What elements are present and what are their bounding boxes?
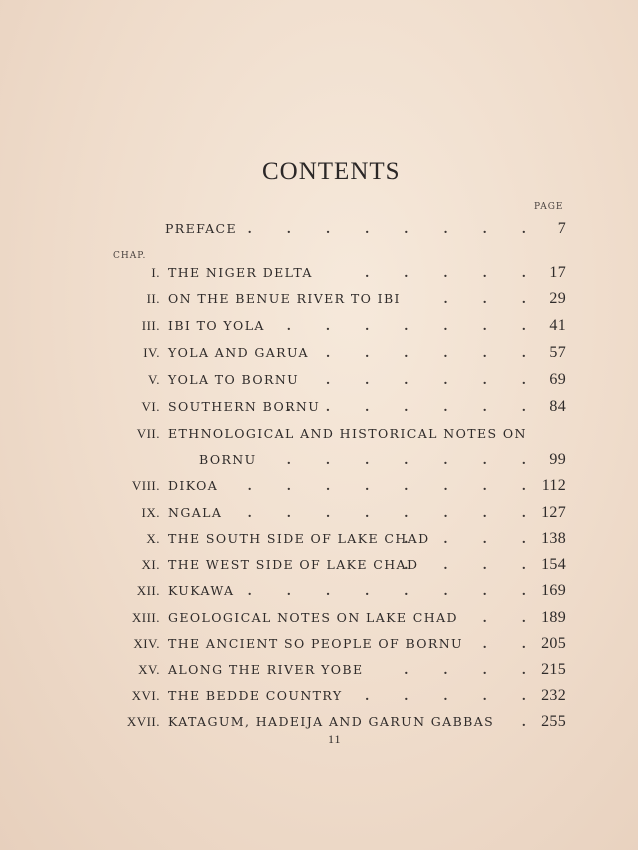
chapter-title: DIKOA xyxy=(168,478,219,493)
chapter-page: 84 xyxy=(549,398,566,415)
toc-entry xyxy=(0,685,638,707)
chapter-page: 189 xyxy=(541,609,566,626)
chapter-number: V. xyxy=(148,372,160,387)
page-column-label: PAGE xyxy=(534,202,564,212)
toc-entry xyxy=(0,711,638,733)
dot-leader: . . . . . . xyxy=(325,372,526,387)
chapter-page: 29 xyxy=(549,290,566,307)
chapter-title: THE ANCIENT SO PEOPLE OF BORNU xyxy=(168,636,463,651)
chapter-page: 99 xyxy=(549,451,566,468)
chapter-number: IX. xyxy=(141,505,160,520)
chapter-title-continued: BORNU xyxy=(199,452,257,467)
toc-entry xyxy=(0,580,638,602)
dot-leader: . . . . xyxy=(404,531,526,546)
dot-leader: . . . . . . . . xyxy=(247,221,526,236)
chapter-page: 127 xyxy=(541,504,566,521)
chapter-number: XIV. xyxy=(133,636,160,651)
chapter-title: ALONG THE RIVER YOBE xyxy=(168,662,364,677)
toc-entry xyxy=(0,607,638,629)
chapter-page: 232 xyxy=(541,687,566,704)
chapter-number: VI. xyxy=(141,399,160,414)
chapter-page: 138 xyxy=(541,530,566,547)
toc-entry xyxy=(0,528,638,550)
toc-entry-continuation xyxy=(0,449,638,471)
dot-leader: . . . . xyxy=(404,662,526,677)
chapter-title: THE BEDDE COUNTRY xyxy=(168,688,343,703)
dot-leader: . . . . . xyxy=(364,265,526,280)
toc-entry-page: 7 xyxy=(557,220,566,237)
chapter-number: III. xyxy=(141,318,160,333)
page-number: 11 xyxy=(328,732,342,746)
toc-entry xyxy=(0,633,638,655)
chapter-page: 215 xyxy=(541,661,566,678)
dot-leader: . . xyxy=(482,636,526,651)
toc-entry xyxy=(0,554,638,576)
chapter-number: II. xyxy=(146,291,160,306)
toc-entry xyxy=(0,396,638,418)
toc-entry xyxy=(0,315,638,337)
dot-leader: . . . . . . xyxy=(325,345,526,360)
chapter-page: 154 xyxy=(541,556,566,573)
chapter-title: THE WEST SIDE OF LAKE CHAD xyxy=(168,557,419,572)
chapter-title: THE SOUTH SIDE OF LAKE CHAD xyxy=(168,531,430,546)
dot-leader: . . . . . xyxy=(364,688,526,703)
chapter-column-label: CHAP. xyxy=(113,251,147,261)
dot-leader: . . . . . . . xyxy=(286,318,526,333)
chapter-number: I. xyxy=(151,265,160,280)
chapter-number: XVI. xyxy=(131,688,160,703)
chapter-title: KATAGUM, HADEIJA AND GARUN GABBAS xyxy=(168,714,495,729)
chapter-number: XV. xyxy=(138,662,160,677)
chapter-title: THE NIGER DELTA xyxy=(168,265,313,280)
chapter-page: 255 xyxy=(541,713,566,730)
chapter-number: XIII. xyxy=(131,610,160,625)
dot-leader: . . . . . . . xyxy=(286,452,526,467)
toc-entry xyxy=(0,262,638,284)
chapter-title: GEOLOGICAL NOTES ON LAKE CHAD xyxy=(168,610,458,625)
page-title: CONTENTS xyxy=(262,158,401,185)
chapter-title: YOLA TO BORNU xyxy=(168,372,300,387)
toc-entry xyxy=(0,502,638,524)
dot-leader: . xyxy=(521,714,526,729)
chapter-number: X. xyxy=(146,531,160,546)
toc-entry xyxy=(0,423,638,445)
chapter-number: IV. xyxy=(143,345,160,360)
chapter-number: VII. xyxy=(136,426,160,441)
chapter-title: ETHNOLOGICAL AND HISTORICAL NOTES ON xyxy=(168,426,527,441)
chapter-number: XVII. xyxy=(126,714,160,729)
toc-entry-title: PREFACE xyxy=(165,221,238,236)
dot-leader: . . . . xyxy=(404,557,526,572)
chapter-number: VIII. xyxy=(131,478,160,493)
toc-entry xyxy=(0,342,638,364)
chapter-page: 112 xyxy=(541,477,566,494)
toc-entry xyxy=(0,475,638,497)
chapter-title: NGALA xyxy=(168,505,223,520)
chapter-page: 169 xyxy=(541,582,566,599)
toc-entry xyxy=(0,288,638,310)
chapter-page: 41 xyxy=(549,317,566,334)
dot-leader: . . . . . . . . xyxy=(247,505,526,520)
dot-leader: . . xyxy=(482,610,526,625)
chapter-page: 69 xyxy=(549,371,566,388)
toc-entry xyxy=(0,369,638,391)
chapter-title: ON THE BENUE RIVER TO IBI xyxy=(168,291,401,306)
dot-leader: . . . xyxy=(443,291,526,306)
chapter-title: KUKAWA xyxy=(168,583,235,598)
chapter-page: 57 xyxy=(549,344,566,361)
dot-leader: . . . . . . . . xyxy=(247,583,526,598)
chapter-number: XII. xyxy=(136,583,160,598)
dot-leader: . . . . . . . xyxy=(286,399,526,414)
chapter-page: 205 xyxy=(541,635,566,652)
chapter-number: XI. xyxy=(141,557,160,572)
chapter-page: 17 xyxy=(549,264,566,281)
toc-entry-preface xyxy=(0,218,638,240)
chapter-title: IBI TO YOLA xyxy=(168,318,265,333)
chapter-title: YOLA AND GARUA xyxy=(168,345,309,360)
dot-leader: . . . . . . . . xyxy=(247,478,526,493)
toc-entry xyxy=(0,659,638,681)
chapter-title: SOUTHERN BORNU xyxy=(168,399,321,414)
